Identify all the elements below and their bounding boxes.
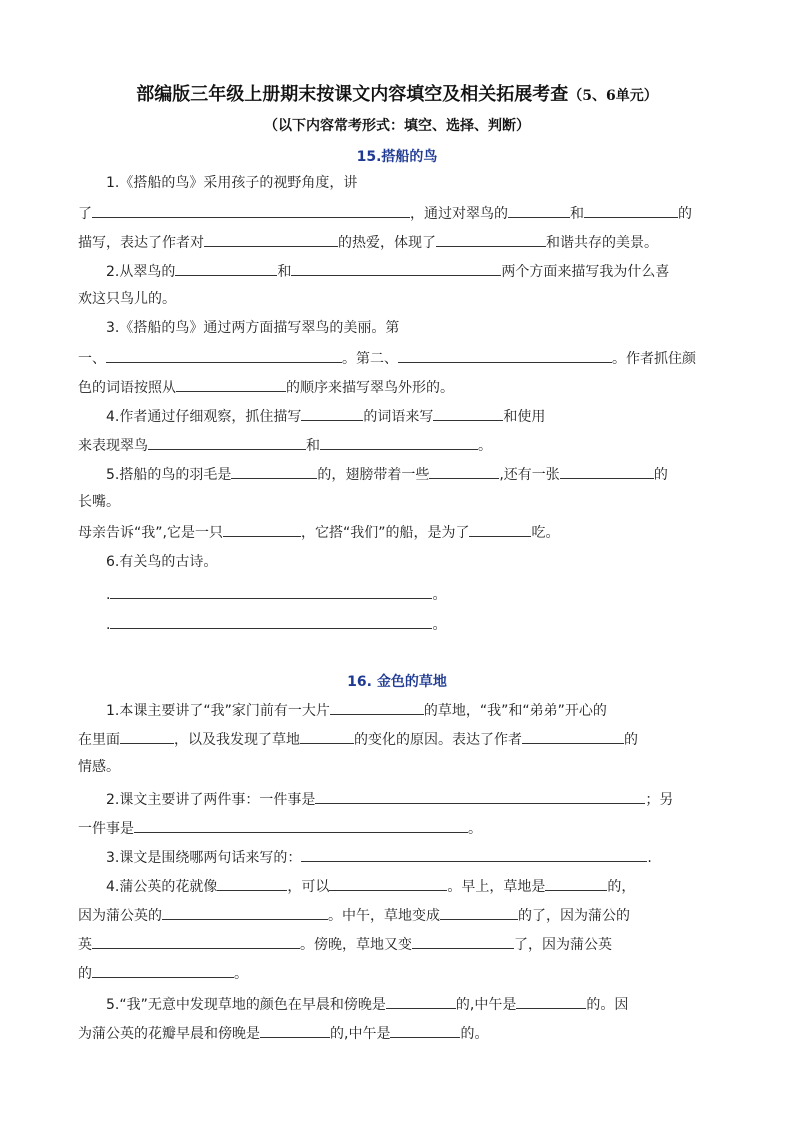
page-title [60,80,734,106]
l16-q4-line1: 4.蒲公英的花就像 ，可以 。早上，草地是 的， [106,875,746,897]
answer-blank[interactable] [120,728,174,744]
l16-q3-line1: 3.课文是围绕哪两句话来写的： . [106,846,746,868]
lesson16-heading: 16. 金色的草地 [347,674,447,690]
l15-q4-line2: 来表现翠鸟 和 。 [78,434,718,456]
answer-blank[interactable] [301,846,647,862]
answer-blank[interactable] [291,260,501,276]
title-text: 部编版三年级上册期末按课文内容填空及相关拓展考查 [136,84,569,105]
l15-q2-line2: 欢这只鸟儿的。 [78,291,176,307]
answer-blank[interactable] [134,817,468,833]
answer-blank[interactable] [162,904,328,920]
answer-blank[interactable] [545,875,607,891]
l16-q5-line2: 为蒲公英的花瓣早晨和傍晚是 的,中午是 的。 [78,1022,718,1044]
answer-blank[interactable] [92,202,410,218]
answer-blank[interactable] [260,1022,330,1038]
title-unit: （5、6单元） [568,88,658,104]
answer-blank[interactable] [412,933,514,949]
answer-blank[interactable] [217,875,287,891]
answer-blank[interactable] [390,1022,460,1038]
answer-blank[interactable] [320,434,478,450]
answer-blank[interactable] [584,202,678,218]
answer-blank[interactable] [223,521,301,537]
answer-blank[interactable] [175,260,277,276]
answer-blank[interactable] [92,933,300,949]
l16-q2-line2: 一件事是 。 [78,817,718,839]
answer-blank[interactable] [436,231,546,247]
l15-q1-line3: 描写，表达了作者对 的热爱，体现了 和谐共存的美景。 [78,231,718,253]
l16-q5-line1: 5.“我”无意中发现草地的颜色在早晨和傍晚是 的,中午是 的。因 [106,993,746,1015]
answer-blank[interactable] [300,728,354,744]
answer-blank[interactable] [429,463,499,479]
l15-q5-line2: 长嘴。 [78,494,120,510]
answer-blank[interactable] [92,962,234,978]
answer-blank[interactable] [176,376,286,392]
l15-q1-line1: 1.《搭船的鸟》采用孩子的视野角度，讲 [106,175,358,191]
answer-blank[interactable] [386,993,456,1009]
l16-q2-line1: 2.课文主要讲了两件事：一件事是 ；另 [106,788,746,810]
answer-blank[interactable] [301,405,363,421]
answer-blank[interactable] [330,699,424,715]
answer-blank[interactable] [560,463,654,479]
l15-q4-line1: 4.作者通过仔细观察，抓住描写 的词语来写 和使用 [106,405,746,427]
l16-q4-line3: 英 。傍晚，草地又变 了，因为蒲公英 [78,933,718,955]
l15-q6-line1: 6.有关鸟的古诗。 [106,554,218,570]
l15-q6-poem1: . 。 [106,583,746,605]
answer-blank[interactable] [204,231,338,247]
l15-q6-poem2: . 。 [106,613,746,635]
answer-blank[interactable] [110,583,432,599]
l15-q1-line2: 了 ，通过对翠鸟的 和 的 [78,202,718,224]
l15-q3-line1: 3.《搭船的鸟》通过两方面描写翠鸟的美丽。第 [106,320,400,336]
answer-blank[interactable] [440,904,518,920]
answer-blank[interactable] [148,434,306,450]
l16-q4-line4: 的 。 [78,962,718,984]
answer-blank[interactable] [433,405,503,421]
answer-blank[interactable] [315,788,645,804]
l15-q3-line2: 一、 。第二、 。作者抓住颜 [78,347,718,369]
page-subtitle: （以下内容常考形式：填空、选择、判断） [264,118,530,134]
answer-blank[interactable] [329,875,447,891]
l16-q1-line3: 情感。 [78,759,120,775]
l15-q5-line3: 母亲告诉“我”,它是一只 ，它搭“我们”的船，是为了 吃。 [78,521,718,543]
answer-blank[interactable] [110,613,432,629]
answer-blank[interactable] [106,347,342,363]
l16-q1-line1: 1.本课主要讲了“我”家门前有一大片 的草地，“我”和“弟弟”开心的 [106,699,746,721]
answer-blank[interactable] [516,993,586,1009]
l15-q3-line3: 色的词语按照从 的顺序来描写翠鸟外形的。 [78,376,718,398]
l15-q2-line1: 2.从翠鸟的 和 两个方面来描写我为什么喜 [106,260,746,282]
answer-blank[interactable] [398,347,612,363]
answer-blank[interactable] [469,521,531,537]
answer-blank[interactable] [231,463,317,479]
lesson15-heading: 15.搭船的鸟 [356,149,438,165]
answer-blank[interactable] [508,202,570,218]
l16-q4-line2: 因为蒲公英的 。中午，草地变成 的了，因为蒲公的 [78,904,718,926]
l16-q1-line2: 在里面 ，以及我发现了草地 的变化的原因。表达了作者 的 [78,728,718,750]
answer-blank[interactable] [522,728,624,744]
l15-q5-line1: 5.搭船的鸟的羽毛是 的，翅膀带着一些 ,还有一张 的 [106,463,746,485]
